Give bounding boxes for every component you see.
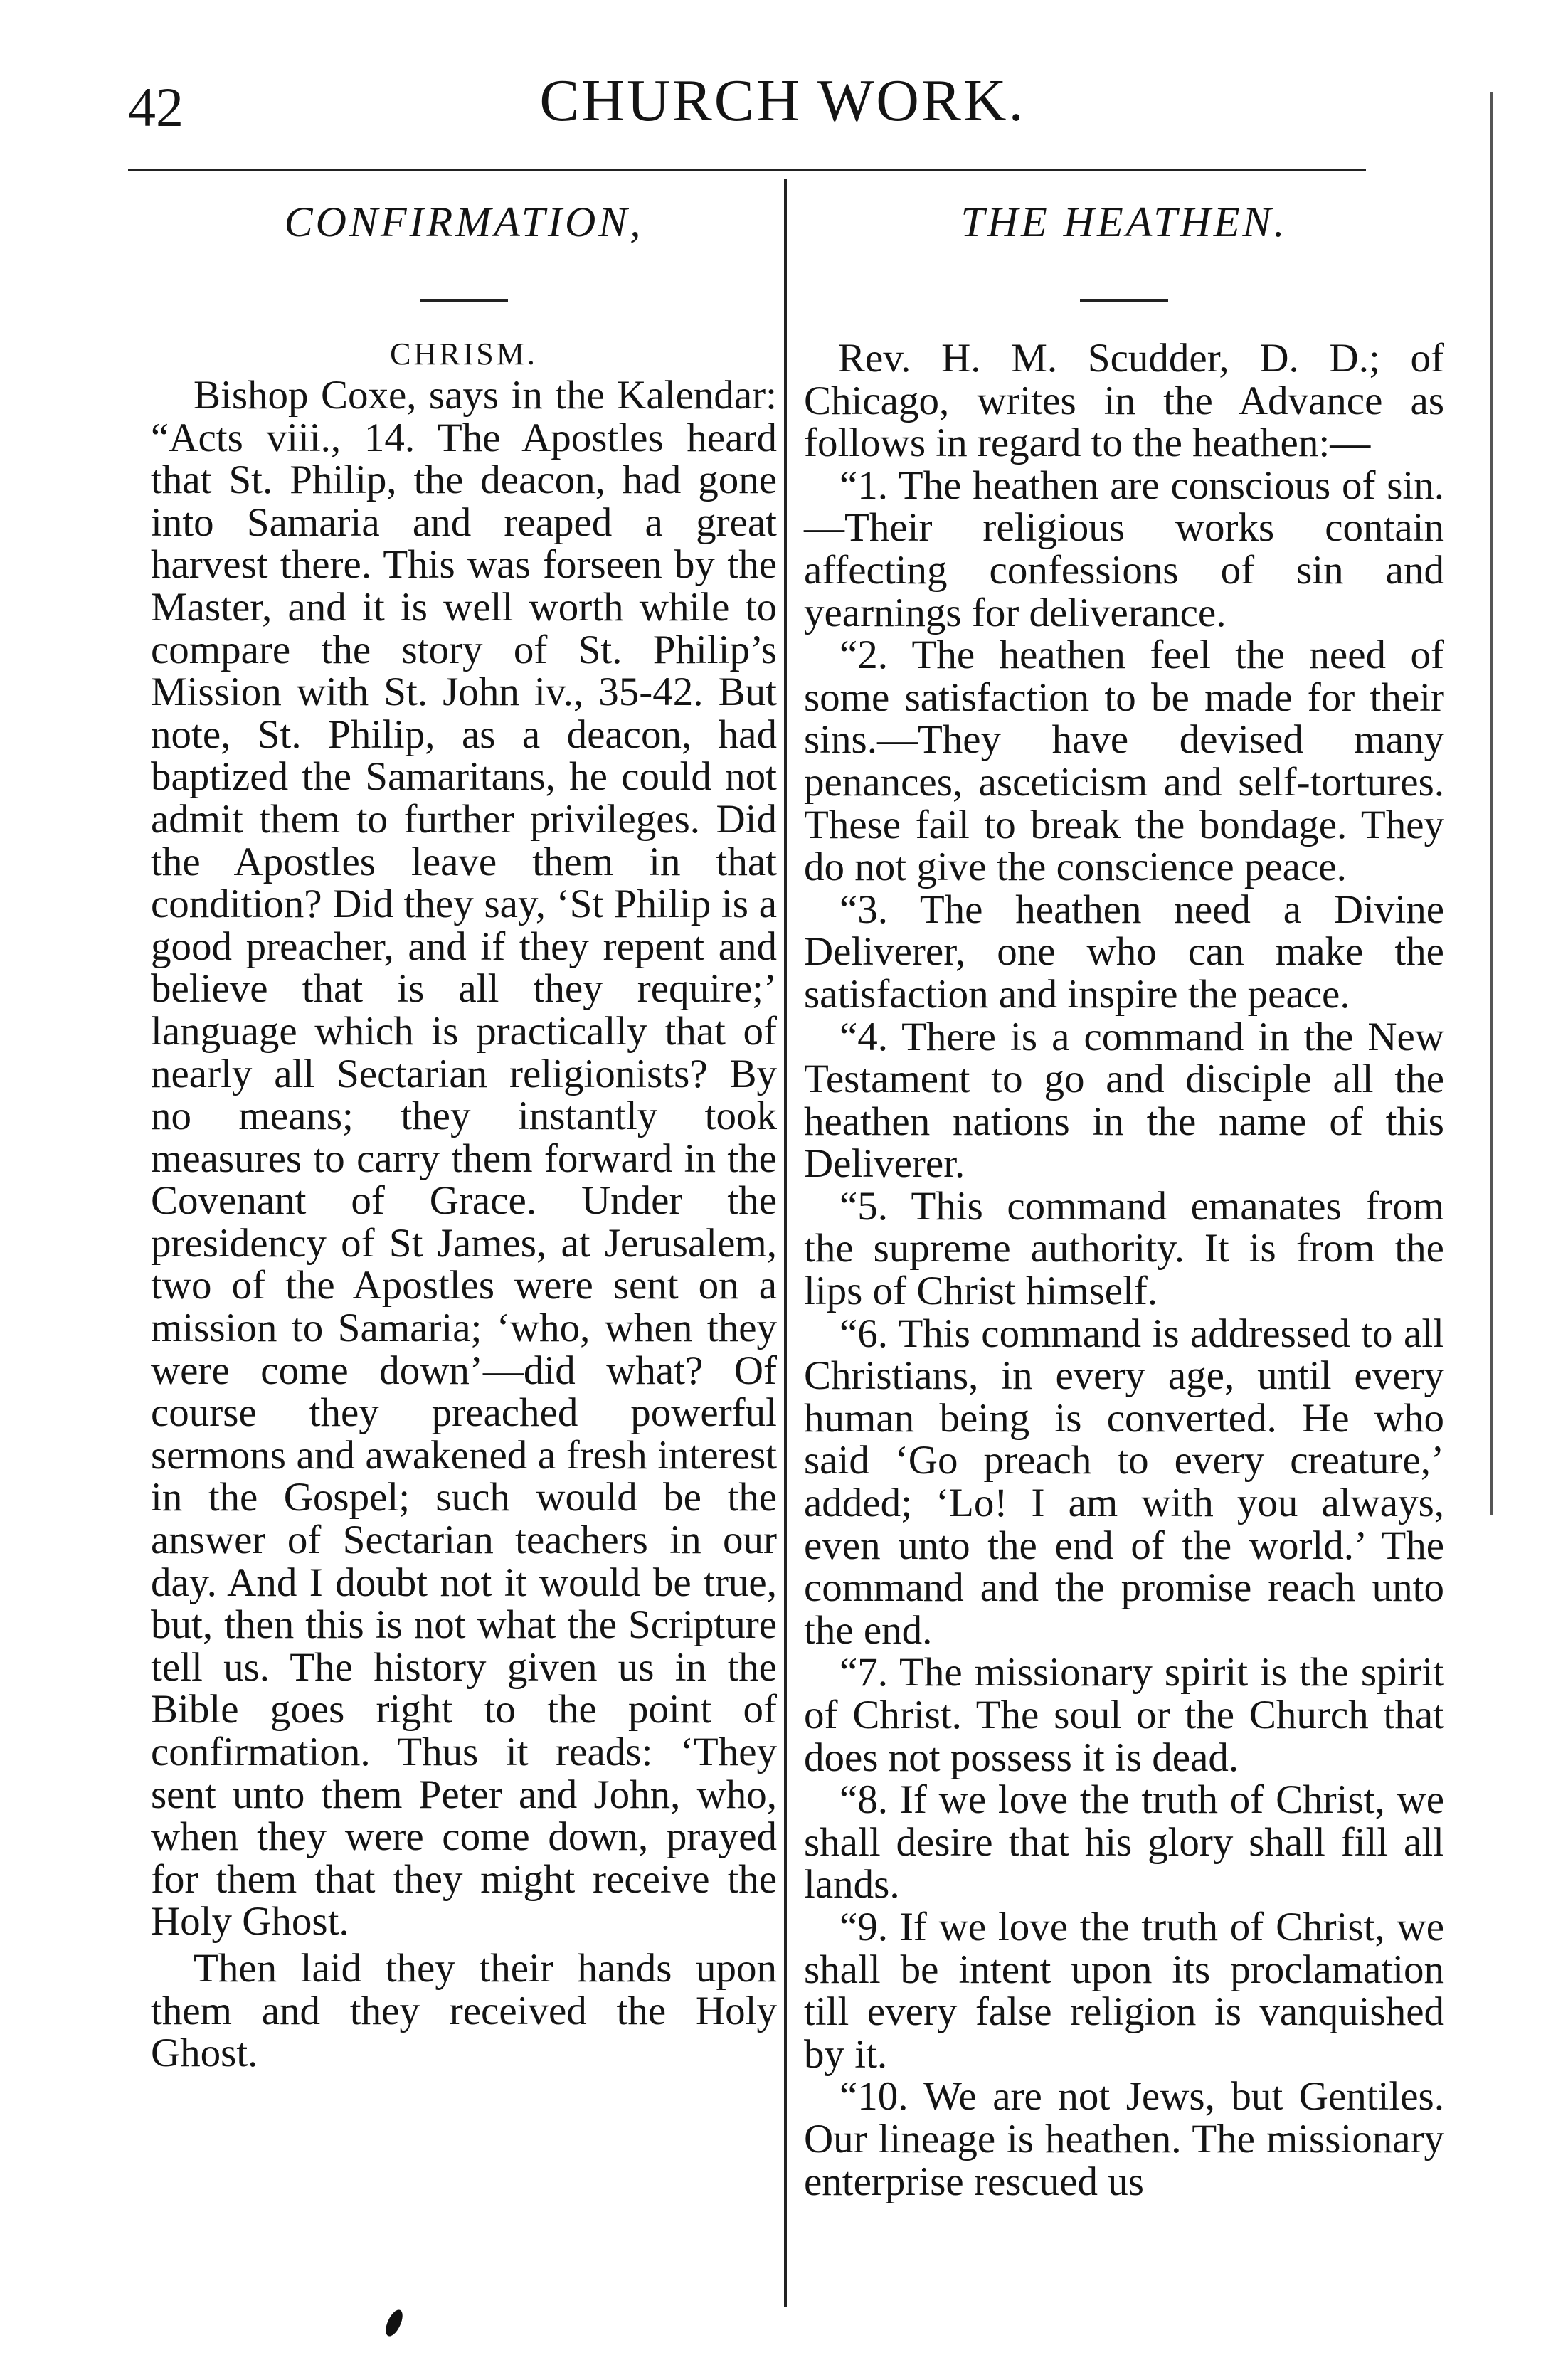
column-divider xyxy=(784,179,787,2307)
section-rule xyxy=(1080,299,1168,302)
ink-blot xyxy=(382,2307,406,2339)
list-item: “8. If we love the truth of Christ, we shall desire that his glory shall fill all lands. xyxy=(804,1777,1444,1907)
page-number: 42 xyxy=(128,76,184,138)
list-item: “4. There is a command in the New Testament to go and disciple all the heathen nations in the name of this Deliverer. xyxy=(804,1014,1444,1187)
right-column xyxy=(804,186,1444,2203)
list-item: “3. The heathen need a Divine Deliverer, one who can make the satisfaction and inspire the peace. xyxy=(804,887,1444,1017)
chrism-subheading: CHRISM. xyxy=(390,337,538,371)
header-rule xyxy=(128,169,1366,171)
list-item: “6. This command is addressed to all Christians, in every age, until every human being is converted. He who said ‘Go preach to every creature,’ added; ‘Lo! I am with you always, even unto the end of the world.’ The command and the promise reach unto the end. xyxy=(804,1311,1444,1653)
list-item: “7. The missionary spirit is the spirit of Christ. The soul or the Church that does not possess it is dead. xyxy=(804,1650,1444,1780)
confirmation-heading: CONFIRMATION, xyxy=(284,199,644,245)
page-edge-line xyxy=(1490,92,1493,1515)
running-title: CHURCH WORK. xyxy=(539,68,1026,134)
paragraph: Then laid they their hands upon them and they received the Holy Ghost. xyxy=(151,1945,777,2076)
heathen-heading: THE HEATHEN. xyxy=(960,199,1288,245)
list-item: “2. The heathen feel the need of some satisfaction to be made for their sins.—They have devised many penances, asceticism and self-tortures. These fail to break the bondage. They do not give the conscience peace. xyxy=(804,633,1444,890)
list-item: “10. We are not Jews, but Gentiles. Our lineage is heathen. The missionary enterprise rescued us xyxy=(804,2074,1444,2204)
list-item: “5. This command emanates from the supreme authority. It is from the lips of Christ himself. xyxy=(804,1183,1444,1314)
paragraph: Rev. H. M. Scudder, D. D.; of Chicago, writes in the Advance as follows in regard to the heathen:— xyxy=(804,336,1444,466)
left-column xyxy=(151,186,777,2075)
paragraph: Bishop Coxe, says in the Kalendar: “Acts viii., 14. The Apostles heard that St. Philip, the deacon, had gone into Samaria and reaped a great harvest there. This was forseen by the Master, and it is well worth while to compare the story of St. Philip’s Mission with St. John iv., 35-42. But note, St. Philip, as a deacon, had baptized the Samaritans, he could not admit them to further privileges. Did the Apostles leave them in that condition? Did they say, ‘St Philip is a good preacher, and if they repent and believe that is all they require;’ language which is practically that of nearly all Sectarian religionists? By no means; they instantly took measures to carry them forward in the Covenant of Grace. Under the presidency of St James, at Jerusalem, two of the Apostles were sent on a mission to Samaria; ‘who, when they were come down’—did what? Of course they preached powerful sermons and awakened a fresh interest in the Gospel; such would be the answer of Sectarian teachers in our day. And I doubt not it would be true, but, then this is not what the Scripture tell us. The history given us in the Bible goes right to the point of confirmation. Thus it reads: ‘They sent unto them Peter and John, who, when they were come down, prayed for them that they might receive the Holy Ghost. xyxy=(151,373,777,1944)
section-rule xyxy=(420,299,508,302)
list-item: “9. If we love the truth of Christ, we shall be intent upon its proclamation till every false religion is vanquished by it. xyxy=(804,1904,1444,2077)
list-item: “1. The heathen are conscious of sin.—Their religious works contain affecting confessions of sin and yearnings for deliverance. xyxy=(804,462,1444,635)
